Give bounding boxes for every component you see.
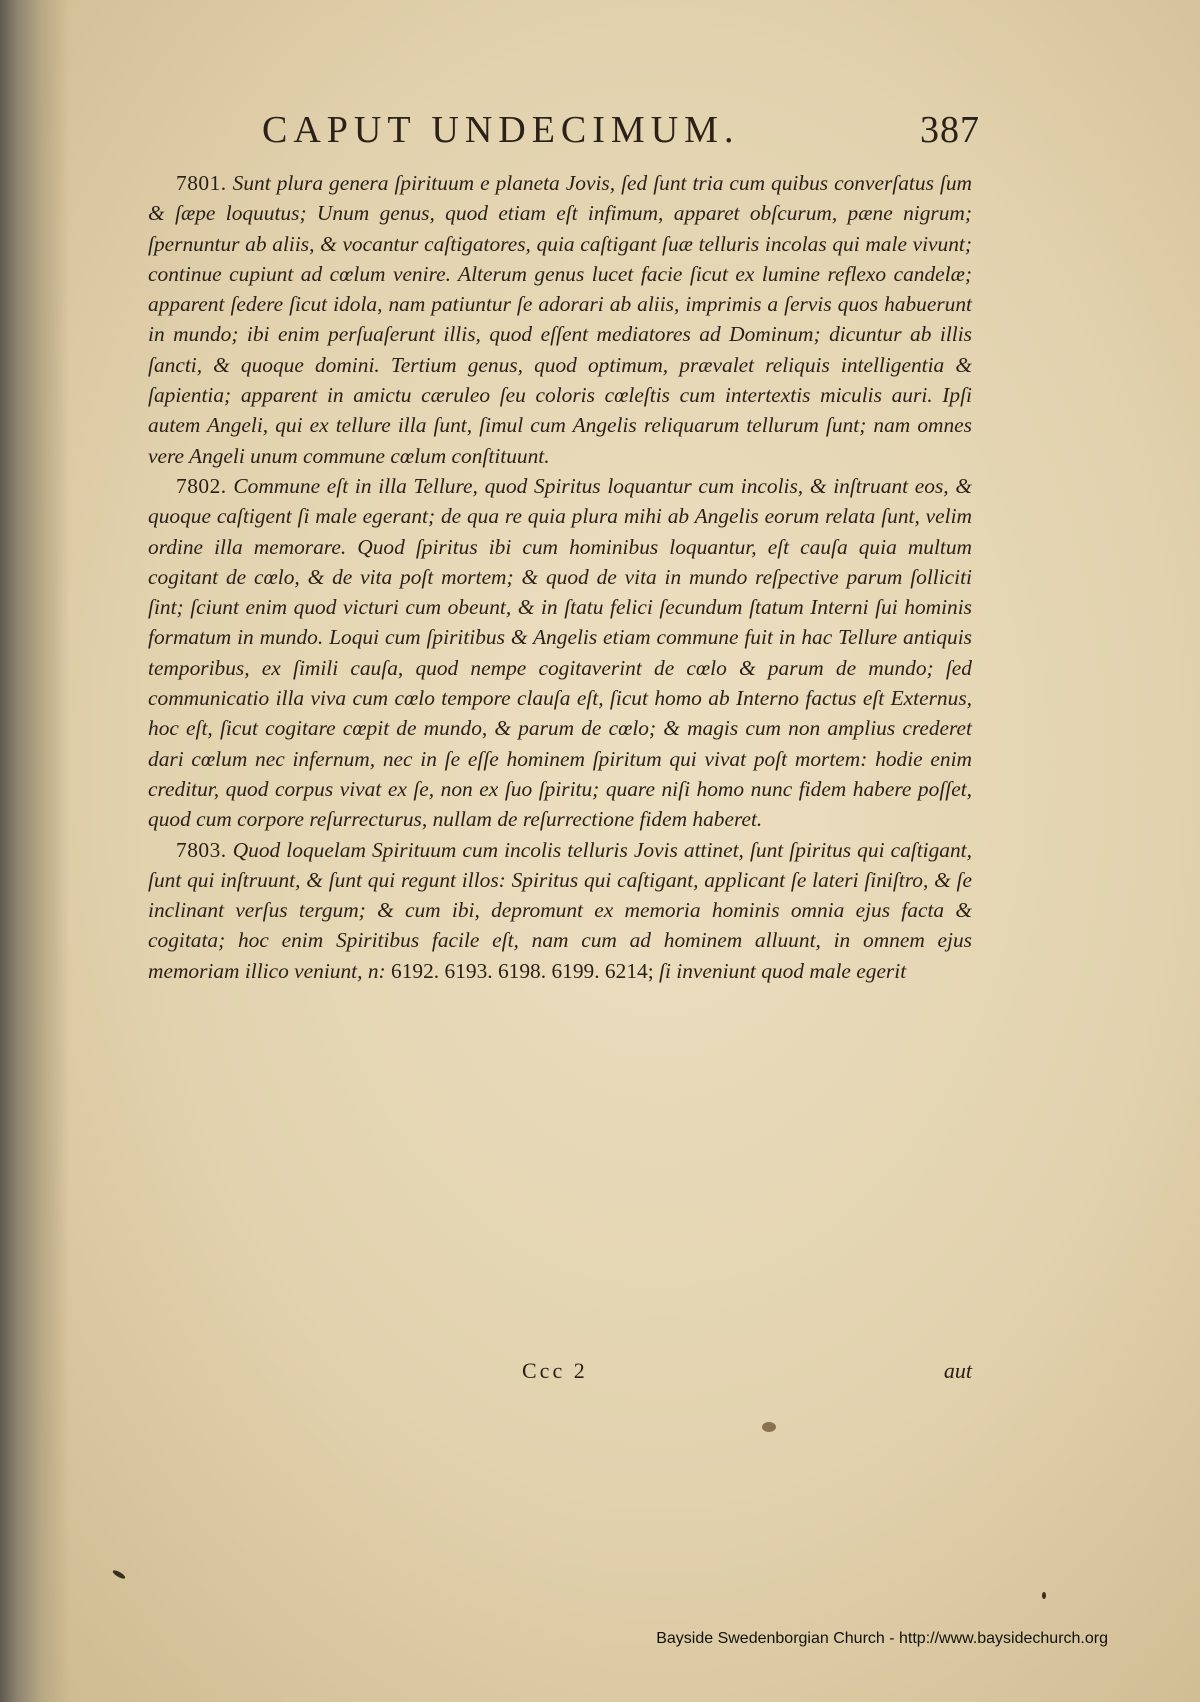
body-text [148, 168, 972, 986]
paragraph-text: Quod loquelam Spirituum cum incolis telluris Jovis attinet, ſunt ſpiritus qui caſtigant, ſunt qui inſtruunt, & ſunt qui regunt illos: Spiritus qui caſtigant, applicant ſe lateri ſiniſtro, & ſe inclinant verſus tergum; & cum ibi, depromunt ex memoria hominis omnia ejus facta & cogitata; hoc enim Spiritibus facile eſt, nam cum ad hominem alluunt, in omnem ejus memoriam illico veniunt, [148, 837, 972, 983]
paragraph-7803 [148, 835, 972, 986]
paragraph-7801 [148, 168, 972, 471]
reference-numbers: 6192. 6193. 6198. 6199. 6214; [391, 958, 654, 983]
paragraph-text: Sunt plura genera ſpirituum e planeta Jovis, ſed ſunt tria cum quibus converſatus ſum & ſæpe loquutus; Unum genus, quod etiam eſt infimum, apparet obſcurum, pæne nigrum; ſpernuntur ab aliis, & vocantur caſtigatores, quia caſtigant ſuæ telluris incolas qui male vivunt; continue cupiunt ad cœlum venire. Alterum genus lucet facie ſicut ex lumine reflexo candelæ; apparent ſedere ſicut idola, nam patiuntur ſe adorari ab aliis, imprimis a ſervis quos habuerunt in mundo; ibi enim perſuaſerunt illis, quod eſſent mediatores ad Dominum; dicuntur ab illis ſancti, & quoque domini. Tertium genus, quod optimum, prævalet reliquis intelligentia & ſapientia; apparent in amictu cæruleo ſeu coloris cœleſtis cum intertextis miculis auri. Ipſi autem Angeli, qui ex tellure illa ſunt, ſimul cum Angelis reliquarum tellurum ſunt; nam omnes vere Angeli unum commune cœlum conſtituunt. [148, 171, 972, 468]
page-gutter-shadow [0, 0, 70, 1702]
page-number: 387 [920, 109, 980, 151]
running-title: CAPUT UNDECIMUM. [262, 109, 740, 151]
paragraph-text-continued: ſi inveniunt quod male egerit [659, 958, 907, 983]
page-header [262, 108, 980, 158]
paper-speck [112, 1569, 127, 1580]
watermark-text: Bayside Swedenborgian Church - http://www.baysidechurch.org [656, 1630, 1108, 1647]
catchword: aut [943, 1358, 972, 1383]
paragraph-number: 7803. [176, 837, 227, 862]
paper-speck [1042, 1592, 1046, 1599]
reference-label: n: [367, 958, 386, 983]
paragraph-text: Commune eſt in illa Tellure, quod Spiritus loquantur cum incolis, & inſtruant eos, & quoque caſtigent ſi male egerant; de qua re quia plura mihi ab Angelis eorum relata ſunt, velim ordine illa memorare. Quod ſpiritus ibi cum hominibus loquantur, eſt cauſa quia multum cogitant de cœlo, & de vita poſt mortem; & quod de vita in mundo reſpective parum ſolliciti ſint; ſciunt enim quod victuri cum obeunt, & in ſtatu felici ſecundum ſtatum Interni ſui hominis formatum in mundo. Loqui cum ſpiritibus & Angelis etiam commune fuit in hac Tellure antiquis temporibus, ex ſimili cauſa, quod nempe cogitaverint de cœlo & parum de mundo; ſed communicatio illa viva cum cœlo tempore clauſa eſt, ſicut homo ab Interno factus eſt Externus, hoc eſt, ſicut cogitare cœpit de mundo, & parum de cœlo; & magis cum non amplius crederet dari cœlum nec infernum, nec in ſe eſſe hominem ſpiritum qui vivat poſt mortem: hodie enim creditur, quod corpus vivat ex ſe, non ex ſuo ſpiritu; quare niſi homo nunc fidem habere poſſet, quod cum corpore reſurrecturus, nullam de reſurrectione fidem haberet. [148, 473, 972, 832]
paragraph-number: 7801. [176, 171, 227, 195]
paper-stain [762, 1422, 776, 1432]
page-footer [148, 1358, 972, 1390]
paragraph-number: 7802. [176, 473, 227, 498]
paragraph-7802 [148, 471, 972, 835]
signature-mark: Ccc 2 [522, 1358, 588, 1383]
